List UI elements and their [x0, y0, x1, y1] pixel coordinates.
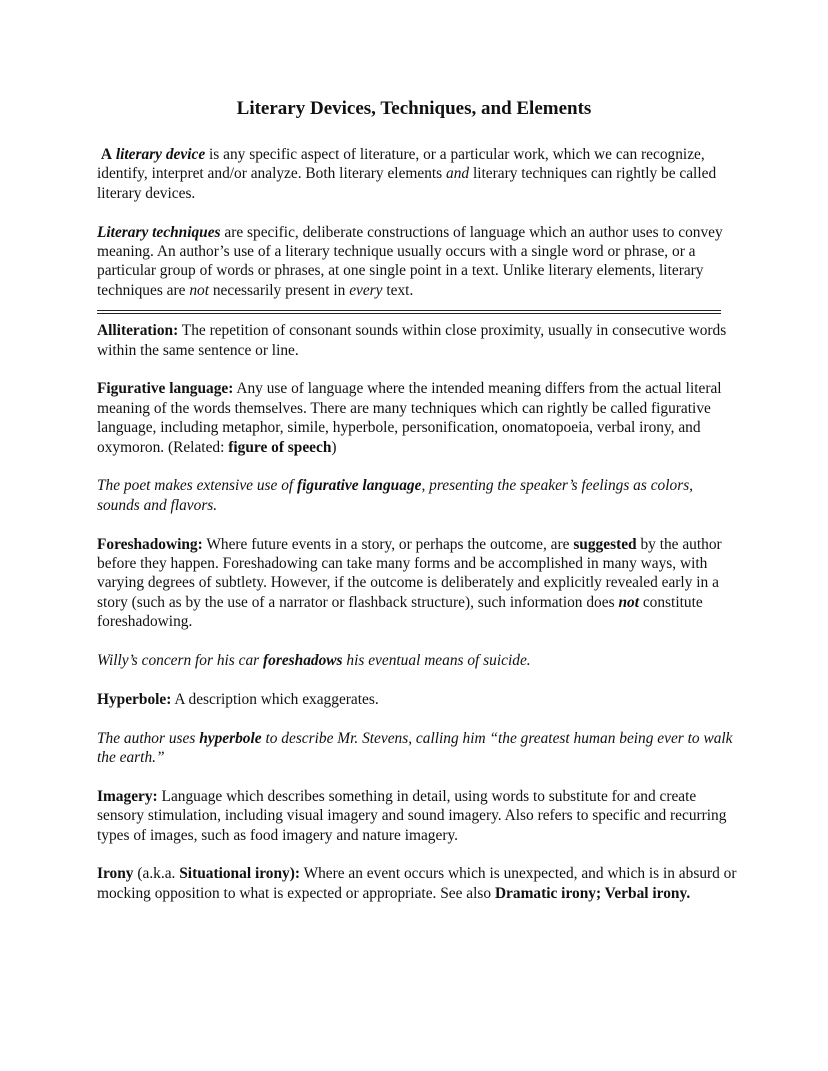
example-figurative-language: The poet makes extensive use of figurative language, presenting the speaker’s feelings as colors, sounds and flavors.: [97, 477, 694, 514]
related-figure-of-speech: figure of speech: [228, 438, 332, 456]
term-figurative-language: Figurative language:: [97, 380, 234, 398]
term-alliteration: Alliteration:: [97, 322, 179, 340]
intro-paragraph-literary-techniques: Literary techniques are specific, deliberate constructions of language which an author uses to convey meaning. An author’s use of a literary technique usually occurs with a single word or phrase, or a particular group of words or phrases, at one single point in a text. Unlike literary elements, literary techniques are not necessarily present in every text.: [97, 223, 723, 299]
page-title: Literary Devices, Techniques, and Elements: [236, 98, 592, 119]
example-hyperbole: The author uses hyperbole to describe Mr. Stevens, calling him “the greatest human being ever to walk the earth.”: [97, 729, 733, 767]
term-literary-device: literary device: [115, 146, 206, 163]
document-body: [97, 145, 737, 903]
term-imagery: Imagery:: [97, 787, 158, 805]
term-hyperbole: Hyperbole:: [97, 690, 172, 708]
term-situational-irony: Situational irony: [179, 865, 290, 883]
term-literary-techniques: Literary techniques: [97, 223, 221, 241]
intro-paragraph-literary-device: A literary device is any specific aspect of literature, or a particular work, which we can recognize, identify, interpret and/or analyze. Both literary elements and literary techniques can rightly be called literary devices.: [97, 146, 717, 202]
entry-foreshadowing: Foreshadowing: Where future events in a story, or perhaps the outcome, are suggested by the author before they happen. Foreshadowing can take many forms and be accomplished in many ways, with varying degrees of subtlety. However, if the outcome is deliberately and explicitly revealed early in a story (such as by the use of a narrator or flashback structure), such information does not constitute foreshadowing.: [97, 535, 722, 631]
double-rule-divider: [97, 310, 721, 314]
entry-imagery: Imagery: Language which describes something in detail, using words to substitute for and create sensory stimulation, including visual imagery and sound imagery. Also refers to specific and recurring types of images, such as food imagery and nature imagery.: [97, 787, 727, 844]
term-foreshadowing: Foreshadowing:: [97, 535, 203, 553]
entry-figurative-language: Figurative language: Any use of language where the intended meaning differs from the actual literal meaning of the words themselves. There are many techniques which can rightly be called figurative language, including metaphor, simile, hyperbole, personification, onomatopoeia, verbal irony, and oxymoron. (Related: figure of speech): [97, 380, 722, 456]
term-irony: Irony: [97, 865, 134, 883]
see-also-terms: Dramatic irony; Verbal irony.: [494, 884, 691, 902]
example-foreshadowing: Willy’s concern for his car foreshadows his eventual means of suicide.: [97, 652, 531, 670]
entry-alliteration: Alliteration: The repetition of consonant sounds within close proximity, usually in consecutive words within the same sentence or line.: [97, 322, 727, 359]
entry-irony: Irony (a.k.a. Situational irony): Where an event occurs which is unexpected, and which is in absurd or mocking opposition to what is expected or appropriate. See also Dramatic irony; Verbal irony.: [97, 865, 737, 902]
entry-hyperbole: Hyperbole: A description which exaggerates.: [97, 690, 379, 708]
